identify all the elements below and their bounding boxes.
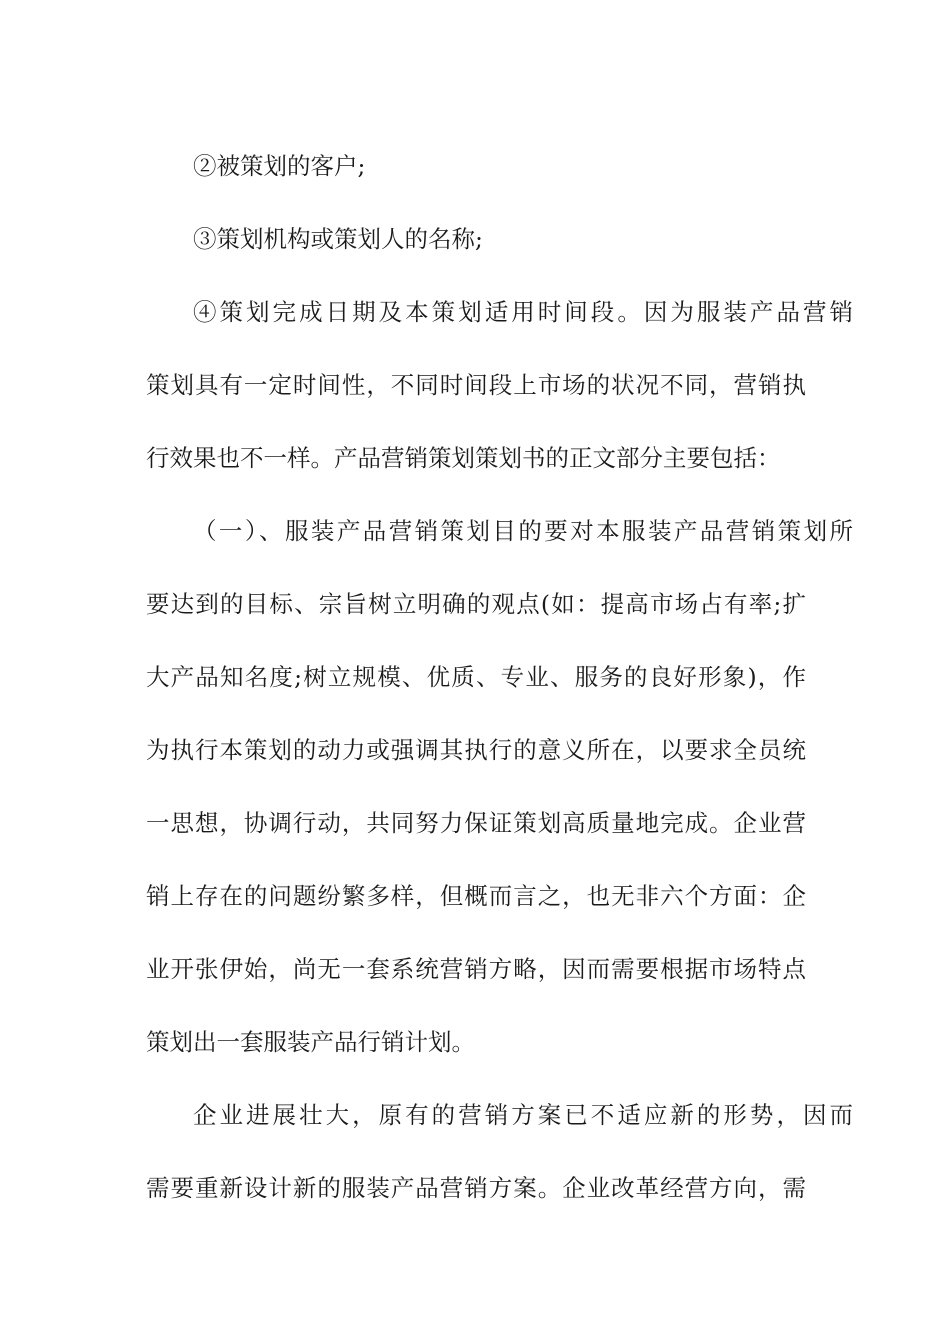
paragraph-line: 需要重新设计新的服装产品营销方案。企业改革经营方向，需: [146, 1174, 806, 1202]
paragraph-line: ④策划完成日期及本策划适用时间段。因为服装产品营销: [193, 298, 853, 326]
document-body: [146, 130, 853, 1225]
paragraph-line: 策划出一套服装产品行销计划。: [146, 1028, 475, 1056]
paragraph-line: （一）、服装产品营销策划目的要对本服装产品营销策划所: [193, 517, 853, 545]
paragraph-line: 企业进展壮大，原有的营销方案已不适应新的形势，因而: [193, 1101, 853, 1129]
paragraph-line: 行效果也不一样。产品营销策划策划书的正文部分主要包括：: [146, 444, 781, 472]
paragraph-line: 策划具有一定时间性，不同时间段上市场的状况不同，营销执: [146, 371, 806, 399]
list-item-planner-name: ③策划机构或策划人的名称;: [193, 225, 483, 253]
paragraph-line: 业开张伊始，尚无一套系统营销方略，因而需要根据市场特点: [146, 955, 806, 983]
paragraph-line: 销上存在的问题纷繁多样，但概而言之，也无非六个方面：企: [146, 882, 806, 910]
paragraph-line: 为执行本策划的动力或强调其执行的意义所在，以要求全员统: [146, 736, 806, 764]
list-item-client: ②被策划的客户;: [193, 152, 366, 180]
paragraph-line: 要达到的目标、宗旨树立明确的观点(如：提高市场占有率;扩: [146, 590, 806, 618]
paragraph-line: 一思想，协调行动，共同努力保证策划高质量地完成。企业营: [146, 809, 806, 837]
paragraph-line: 大产品知名度;树立规模、优质、专业、服务的良好形象)，作: [146, 663, 806, 691]
